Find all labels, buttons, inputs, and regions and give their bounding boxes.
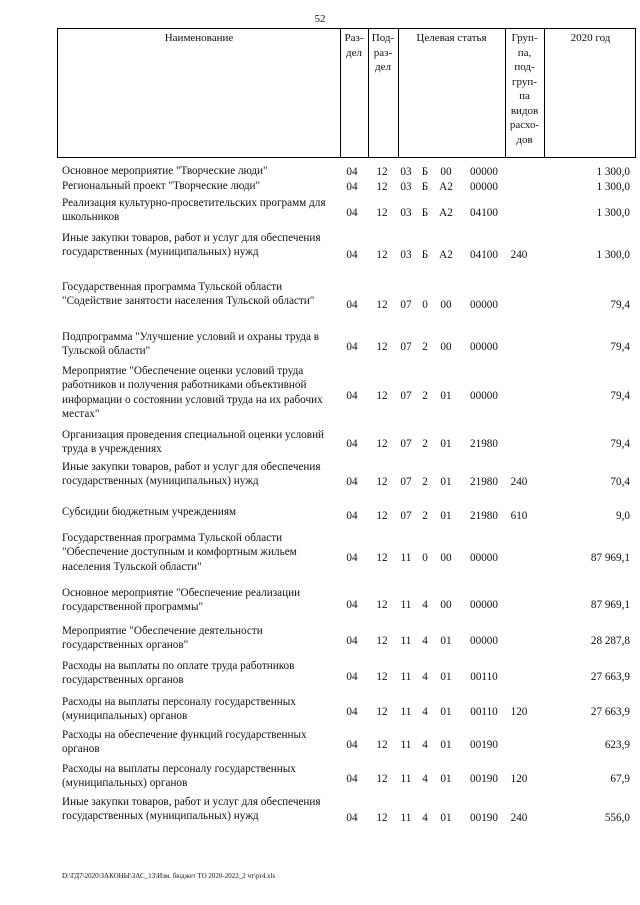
cell-d: 21980 — [470, 437, 498, 450]
cell-rz: 04 — [346, 812, 358, 824]
row-name: Государственная программа Тульской области "Содействие занятости населения Тульской области" — [62, 281, 315, 308]
cell-sum: 1 300,0 — [596, 165, 630, 178]
table-row — [0, 460, 640, 504]
cell-sum: 79,4 — [610, 390, 630, 402]
cell-d: 00000 — [470, 551, 498, 564]
cell-d: 00000 — [470, 635, 498, 647]
cell-pr: 12 — [376, 249, 388, 261]
cell-a: 11 — [400, 670, 412, 683]
cell-sum: 623,9 — [604, 738, 630, 751]
footer-path: D:\ГД7\2020\ЗАКОНЫ\ЗАС_13\Изм. бюджет ТО 2020-2022_2 чт\pr4.xls — [62, 872, 276, 880]
header-year: 2020 год — [570, 32, 611, 44]
cell-b: Б — [421, 181, 429, 193]
cell-c: 00 — [440, 298, 452, 311]
cell-sum: 27 663,9 — [590, 705, 630, 718]
cell-d: 00000 — [470, 298, 498, 311]
cell-rz: 04 — [346, 510, 358, 522]
table-row — [0, 164, 640, 179]
cell-pr: 12 — [376, 705, 388, 718]
cell-d: 21980 — [470, 510, 498, 522]
header-name: Наименование — [164, 32, 234, 44]
cell-vr: 610 — [510, 510, 528, 522]
cell-pr: 12 — [376, 476, 388, 488]
cell-rz: 04 — [346, 165, 358, 178]
cell-a: 11 — [400, 705, 412, 718]
table-row — [0, 762, 640, 795]
cell-a: 07 — [400, 390, 412, 402]
cell-pr: 12 — [376, 341, 388, 353]
table-row — [0, 659, 640, 694]
cell-b: 2 — [422, 476, 428, 488]
table-row — [0, 795, 640, 841]
cell-a: 03 — [400, 165, 412, 178]
cell-a: 07 — [400, 510, 412, 522]
row-name: Мероприятие "Обеспечение деятельности государственных органов" — [62, 625, 263, 652]
row-name: Расходы на выплаты персоналу государственных (муниципальных) органов — [62, 696, 296, 723]
cell-sum: 79,4 — [610, 341, 630, 353]
row-name: Субсидии бюджетным учреждениям — [62, 506, 237, 518]
cell-d: 00190 — [470, 738, 498, 751]
cell-rz: 04 — [346, 249, 358, 261]
table-row — [0, 179, 640, 195]
cell-d: 21980 — [470, 476, 498, 488]
cell-vr: 240 — [510, 812, 528, 824]
cell-pr: 12 — [376, 165, 388, 178]
cell-a: 03 — [400, 181, 412, 193]
cell-rz: 04 — [346, 181, 358, 193]
cell-vr: 240 — [510, 249, 528, 261]
cell-a: 11 — [400, 772, 412, 785]
cell-a: 07 — [400, 341, 412, 353]
cell-c: 01 — [440, 390, 452, 402]
cell-c: 01 — [440, 635, 452, 647]
cell-d: 04100 — [470, 249, 498, 261]
cell-sum: 28 287,8 — [590, 635, 630, 647]
header-target: Целевая статья — [416, 32, 487, 44]
cell-b: Б — [421, 207, 429, 219]
table-row — [0, 428, 640, 459]
cell-d: 04100 — [470, 207, 498, 219]
cell-rz: 04 — [346, 390, 358, 402]
cell-b: Б — [421, 165, 429, 178]
cell-sum: 556,0 — [604, 812, 630, 824]
cell-b: 0 — [422, 298, 428, 311]
cell-sum: 67,9 — [610, 772, 630, 785]
cell-pr: 12 — [376, 738, 388, 751]
cell-pr: 12 — [376, 510, 388, 522]
table-row — [0, 695, 640, 728]
cell-pr: 12 — [376, 390, 388, 402]
row-name: Государственная программа Тульской области "Обеспечение доступным и комфортным жильем населения Тульской области" — [62, 532, 297, 573]
cell-b: 4 — [422, 738, 428, 751]
cell-pr: 12 — [376, 181, 388, 193]
cell-pr: 12 — [376, 635, 388, 647]
cell-rz: 04 — [346, 341, 358, 353]
cell-d: 00190 — [470, 812, 498, 824]
cell-a: 03 — [400, 249, 412, 261]
cell-a: 07 — [400, 298, 412, 311]
row-name: Иные закупки товаров, работ и услуг для обеспечения государственных (муниципальных) нужд — [62, 796, 321, 823]
cell-pr: 12 — [376, 812, 388, 824]
cell-b: 2 — [422, 437, 428, 450]
cell-sum: 87 969,1 — [590, 599, 630, 611]
cell-b: 4 — [422, 705, 428, 718]
row-name: Реализация культурно-просветительских программ для школьников — [62, 197, 326, 224]
cell-d: 00110 — [470, 670, 498, 683]
cell-a: 11 — [400, 812, 412, 824]
cell-c: A2 — [439, 207, 453, 219]
cell-b: 2 — [422, 341, 428, 353]
table-row — [0, 531, 640, 584]
cell-pr: 12 — [376, 599, 388, 611]
cell-a: 11 — [400, 599, 412, 611]
cell-c: 00 — [440, 599, 452, 611]
cell-rz: 04 — [346, 599, 358, 611]
row-name: Подпрограмма "Улучшение условий и охраны труда в Тульской области" — [62, 331, 319, 358]
cell-c: 00 — [440, 341, 452, 353]
cell-sum: 1 300,0 — [596, 207, 630, 219]
cell-rz: 04 — [346, 476, 358, 488]
cell-d: 00110 — [470, 705, 498, 718]
header-podrazdel: Под- раз- дел — [371, 32, 395, 73]
cell-c: A2 — [439, 249, 453, 261]
table-row — [0, 196, 640, 230]
row-name: Мероприятие "Обеспечение оценки условий труда работников и получения работниками объективной информации о состоянии условий труда на их рабочих местах" — [62, 365, 323, 421]
cell-sum: 87 969,1 — [590, 551, 630, 564]
cell-sum: 70,4 — [610, 476, 630, 488]
cell-rz: 04 — [346, 207, 358, 219]
cell-vr: 120 — [510, 705, 528, 718]
cell-b: Б — [421, 249, 429, 261]
cell-c: 01 — [440, 476, 452, 488]
cell-c: A2 — [439, 181, 453, 193]
cell-pr: 12 — [376, 551, 388, 564]
cell-c: 01 — [440, 510, 452, 522]
cell-sum: 27 663,9 — [590, 670, 630, 683]
cell-b: 4 — [422, 635, 428, 647]
row-name: Основное мероприятие "Творческие люди" — [62, 165, 268, 177]
cell-rz: 04 — [346, 772, 358, 785]
row-name: Расходы на выплаты по оплате труда работников государственных органов — [62, 660, 295, 687]
cell-pr: 12 — [376, 772, 388, 785]
cell-d: 00000 — [470, 341, 498, 353]
cell-c: 01 — [440, 670, 452, 683]
cell-c: 00 — [440, 165, 452, 178]
row-name: Расходы на выплаты персоналу государственных (муниципальных) органов — [62, 763, 296, 790]
cell-b: 4 — [422, 599, 428, 611]
cell-pr: 12 — [376, 437, 388, 450]
cell-rz: 04 — [346, 670, 358, 683]
cell-b: 2 — [422, 510, 428, 522]
cell-d: 00000 — [470, 165, 498, 178]
row-name: Организация проведения специальной оценки условий труда в учреждениях — [62, 429, 325, 456]
row-name: Иные закупки товаров, работ и услуг для обеспечения государственных (муниципальных) нужд — [62, 232, 321, 259]
cell-a: 11 — [400, 551, 412, 564]
table-row — [0, 624, 640, 658]
table-row — [0, 330, 640, 364]
cell-a: 07 — [400, 476, 412, 488]
table-row — [0, 505, 640, 527]
cell-a: 11 — [400, 635, 412, 647]
row-name: Основное мероприятие "Обеспечение реализации государственной программы" — [62, 587, 301, 614]
cell-c: 01 — [440, 738, 452, 751]
cell-a: 03 — [400, 207, 412, 219]
cell-b: 4 — [422, 772, 428, 785]
table-row — [0, 728, 640, 761]
cell-sum: 1 300,0 — [596, 181, 630, 193]
cell-b: 2 — [422, 390, 428, 402]
table-row — [0, 280, 640, 329]
page-number: 52 — [314, 13, 326, 25]
cell-d: 00190 — [470, 772, 498, 785]
cell-rz: 04 — [346, 437, 358, 450]
cell-a: 11 — [400, 738, 412, 751]
cell-pr: 12 — [376, 298, 388, 311]
cell-d: 00000 — [470, 599, 498, 611]
cell-vr: 240 — [510, 476, 528, 488]
header-group: Груп- па, под- груп- па видов расхо- дов — [509, 32, 540, 146]
cell-sum: 79,4 — [610, 298, 630, 311]
cell-b: 4 — [422, 812, 428, 824]
row-name: Расходы на обеспечение функций государственных органов — [62, 729, 307, 756]
cell-vr: 120 — [510, 772, 528, 785]
cell-rz: 04 — [346, 635, 358, 647]
cell-c: 01 — [440, 812, 452, 824]
cell-sum: 1 300,0 — [596, 249, 630, 261]
cell-d: 00000 — [470, 181, 498, 193]
cell-pr: 12 — [376, 207, 388, 219]
cell-rz: 04 — [346, 551, 358, 564]
cell-pr: 12 — [376, 670, 388, 683]
row-name: Региональный проект "Творческие люди" — [62, 180, 261, 192]
table-row — [0, 364, 640, 428]
cell-c: 00 — [440, 551, 452, 564]
cell-d: 00000 — [470, 390, 498, 402]
cell-sum: 79,4 — [610, 437, 630, 450]
cell-a: 07 — [400, 437, 412, 450]
table-row — [0, 231, 640, 279]
cell-c: 01 — [440, 772, 452, 785]
header-razdel: Раз- дел — [344, 32, 364, 59]
cell-b: 0 — [422, 551, 428, 564]
row-name: Иные закупки товаров, работ и услуг для обеспечения государственных (муниципальных) нужд — [62, 461, 321, 488]
cell-c: 01 — [440, 705, 452, 718]
cell-rz: 04 — [346, 738, 358, 751]
cell-rz: 04 — [346, 298, 358, 311]
cell-c: 01 — [440, 437, 452, 450]
cell-sum: 9,0 — [616, 510, 630, 522]
cell-rz: 04 — [346, 705, 358, 718]
cell-b: 4 — [422, 670, 428, 683]
table-row — [0, 586, 640, 624]
